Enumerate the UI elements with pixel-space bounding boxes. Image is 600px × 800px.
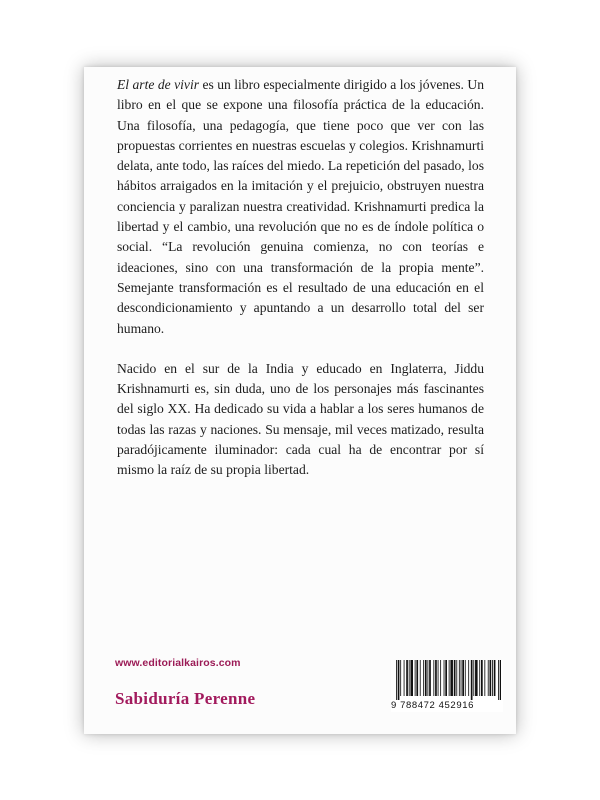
- book-title-italic: El arte de vivir: [117, 77, 200, 92]
- blurb-paragraph-1-text: es un libro especialmente dirigido a los jóvenes. Un libro en el que se expone una filosofía práctica de la educación. Una filosofía, una pedagogía, que tiene poco que ver con las propuestas corrientes en nuestras escuelas y colegios. Krishnamurti delata, ante todo, las raíces del miedo. La repetición del pasado, los hábitos arraigados en la imitación y el prejuicio, obstruyen nuestra conciencia y paralizan nuestra creatividad. Krishnamurti predica la libertad y el cambio, una revolución que no es de índole política o social. “La revolución genuina comienza, no con teorías e ideaciones, sino con una transformación de la propia mente”. Semejante transformación es el resultado de una educación en el descondicionamiento y apuntando a un desarrollo total del ser humano.: [117, 77, 484, 336]
- publisher-website: www.editorialkairos.com: [115, 657, 241, 669]
- isbn-barcode: [391, 660, 503, 712]
- back-cover-blurb: [117, 75, 484, 481]
- collection-name: Sabiduría Perenne: [115, 689, 256, 708]
- blurb-paragraph-1: [117, 75, 484, 339]
- book-back-cover: [84, 67, 516, 734]
- blurb-paragraph-2: Nacido en el sur de la India y educado en Inglaterra, Jiddu Krishnamurti es, sin duda, uno de los personajes más fascinantes del siglo XX. Ha dedicado su vida a hablar a los seres humanos de todas las razas y naciones. Su mensaje, mil veces matizado, resulta paradójicamente iluminador: cada cual ha de encontrar por sí mismo la raíz de su propia libertad.: [117, 360, 484, 478]
- isbn-number: 9 788472 452916: [391, 700, 474, 711]
- barcode-bars: [395, 660, 501, 700]
